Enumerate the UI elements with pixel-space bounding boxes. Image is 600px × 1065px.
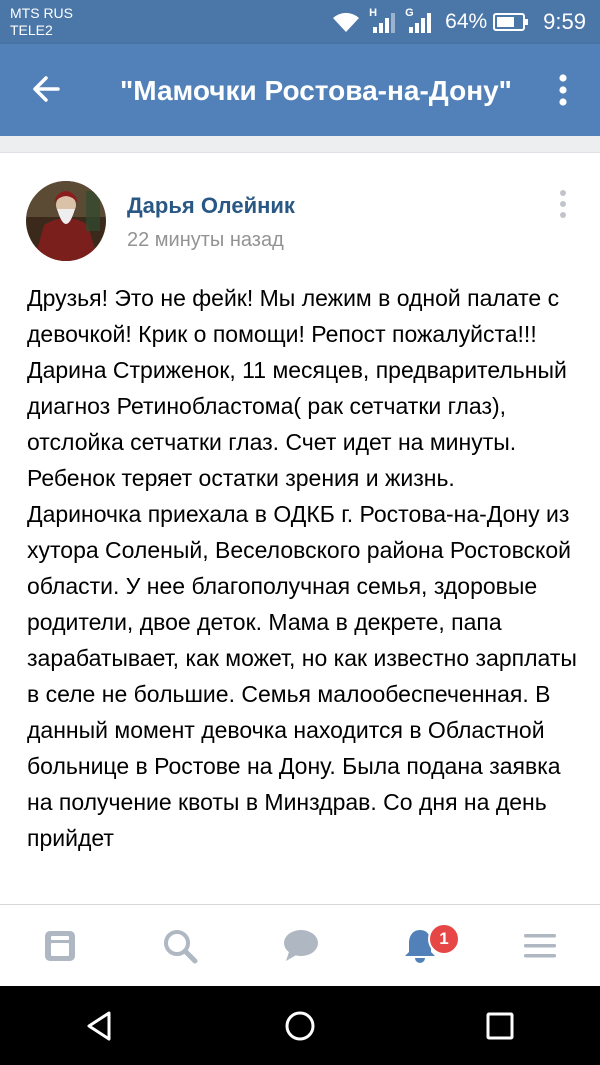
post-author[interactable]: Дарья Олейник [127, 193, 295, 218]
nav-notifications[interactable] [360, 905, 480, 987]
triangle-back-icon [83, 1009, 117, 1043]
avatar-image [26, 181, 106, 261]
wifi-icon [331, 11, 361, 33]
network-type-2: G [405, 7, 414, 19]
app-bar [0, 44, 600, 136]
post-paragraph: Друзья! Это не фейк! Мы лежим в одной палате с девочкой! Крик о помощи! Репост пожалуйста!!!Дарина Стриженок, 11 месяцев, предварительный диагноз Ретинобластома( рак сетчатки глаз), отслойка сетчатки глаз. Счет идет на минуты. Ребенок теряет остатки зрения и жизнь. [27, 285, 567, 491]
nav-search[interactable] [120, 905, 240, 987]
status-icons [331, 8, 586, 36]
nav-messages[interactable] [240, 905, 360, 987]
avatar[interactable] [26, 181, 106, 261]
bottom-navigation [0, 904, 600, 987]
more-options-button[interactable] [548, 70, 578, 110]
nav-news[interactable] [0, 905, 120, 987]
notification-badge: 1 [428, 923, 460, 955]
page-title: "Мамочки Ростова-на-Дону" [120, 75, 512, 106]
status-bar [0, 0, 600, 44]
menu-icon [522, 931, 558, 961]
battery-percent: 64% [445, 10, 488, 33]
arrow-left-icon [24, 66, 70, 112]
signal-1 [369, 7, 397, 33]
post-options-button[interactable] [550, 187, 576, 221]
more-vertical-icon [548, 70, 578, 110]
system-home-button[interactable] [200, 986, 400, 1065]
post-paragraph: Дариночка приехала в ОДКБ г. Ростова-на-Дону из хутора Соленый, Веселовского района Ростовской области. У нее благополучная семья, здоровые родители, двое деток. Мама в декрете, папа зарабатывает, как может, но как известно зарплаты в селе не большие. Семья малообеспеченная. В данный момент девочка находится в Областной больнице в Ростове на Дону. Была подана заявка на получение квоты в Минздрав. Со дня на день прийдет [27, 501, 577, 851]
carrier-2: TELE2 [10, 22, 53, 38]
system-navigation-bar [0, 986, 600, 1065]
search-icon [161, 927, 199, 965]
battery-icon [493, 12, 529, 32]
back-button[interactable] [24, 66, 70, 112]
carrier-1: MTS RUS [10, 5, 73, 21]
carrier-info [10, 5, 73, 39]
system-back-button[interactable] [0, 986, 200, 1065]
post-body [27, 280, 583, 856]
network-type-1: H [369, 7, 378, 19]
messages-icon [280, 927, 320, 965]
square-recents-icon [485, 1011, 515, 1041]
system-recents-button[interactable] [400, 986, 600, 1065]
signal-2 [405, 7, 433, 33]
feed-divider [0, 136, 600, 152]
news-icon [42, 928, 78, 964]
nav-menu[interactable] [480, 905, 600, 987]
more-vertical-icon [550, 187, 576, 221]
post-card [0, 152, 600, 905]
clock: 9:59 [543, 9, 586, 34]
circle-home-icon [283, 1009, 317, 1043]
post-timestamp: 22 минуты назад [127, 229, 284, 251]
